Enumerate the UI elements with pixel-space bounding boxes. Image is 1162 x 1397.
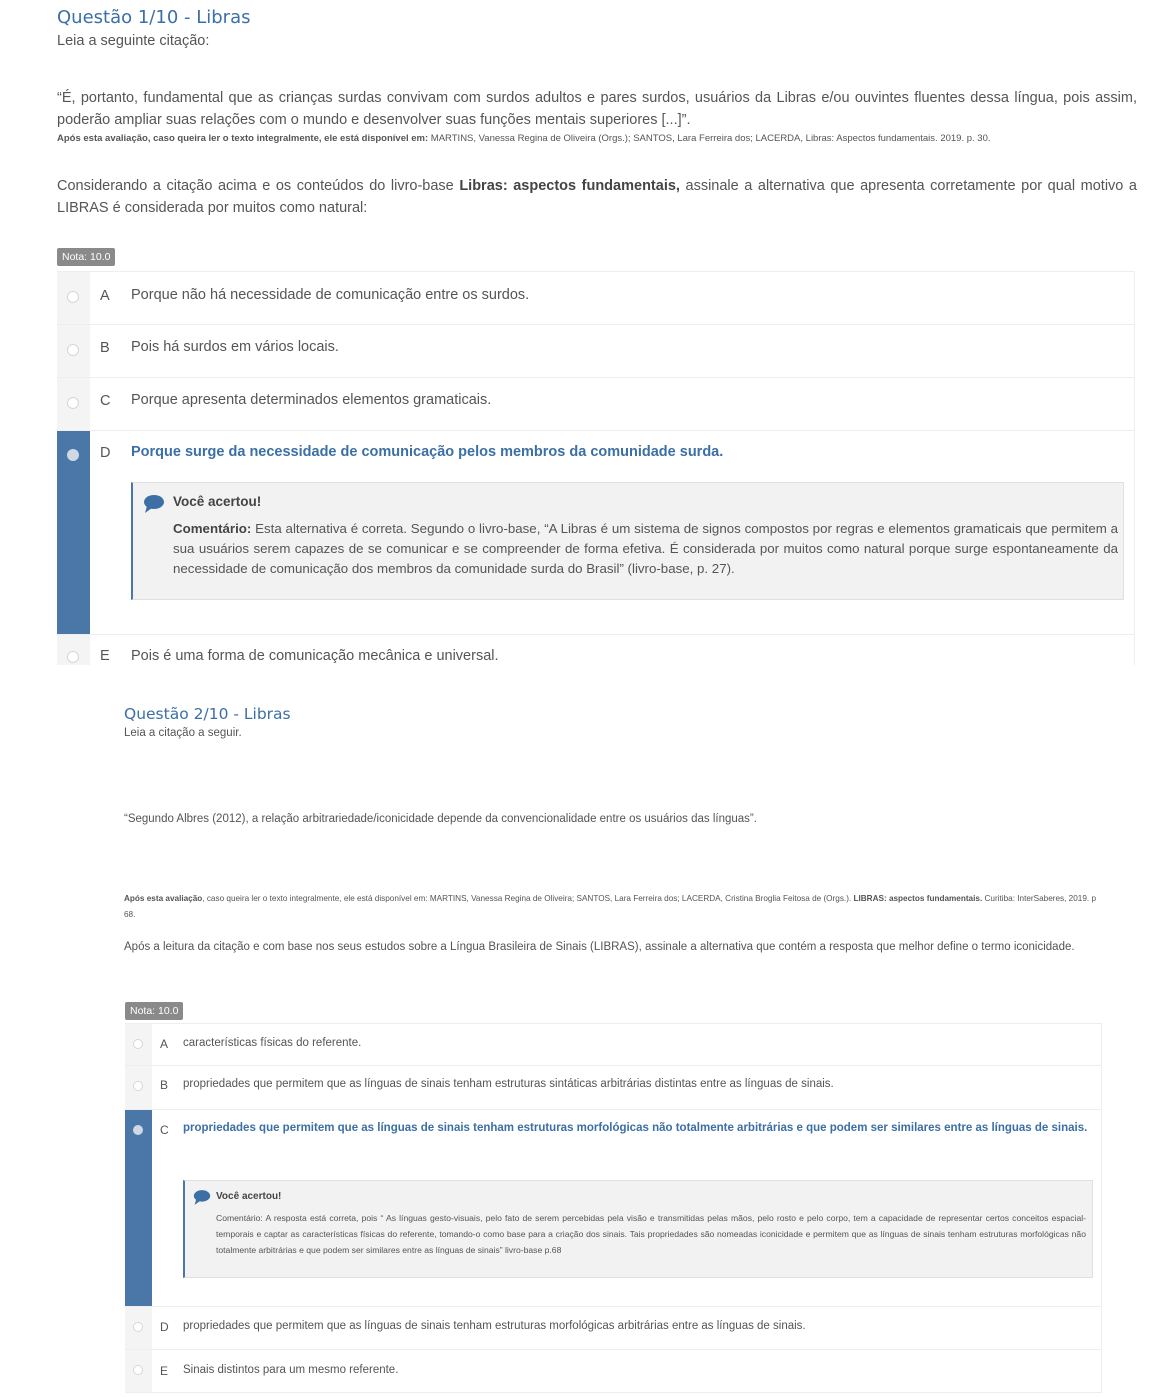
comment-bubble-icon (193, 1189, 211, 1206)
question-source (57, 133, 1137, 145)
alternative-text: Pois há surdos em vários locais. (131, 339, 339, 355)
source-label: Após esta avaliação, caso queira ler o texto integralmente, ele está disponível em: (57, 133, 429, 144)
grade-badge-label: Nota: 10.0 (57, 248, 115, 266)
prompt-text: Considerando a citação acima e os conteúdos do livro-base (57, 178, 460, 194)
feedback-title: Você acertou! (173, 494, 262, 509)
question-source (124, 891, 1104, 923)
alternative-text: propriedades que permitem que as línguas de sinais tenham estruturas morfológicas não totalmente arbitrárias e que podem ser similares entre as línguas de sinais. (183, 1122, 1088, 1134)
comment-label: Comentário: (173, 521, 252, 536)
alternative-letter: B (100, 340, 110, 356)
radio-icon[interactable] (133, 1365, 143, 1375)
grade-badge (125, 1001, 183, 1020)
radio-icon[interactable] (67, 291, 79, 303)
question-2 (124, 703, 1104, 955)
alternative-letter: A (160, 1037, 169, 1051)
alternative-a[interactable] (125, 1024, 1102, 1066)
alternative-letter: D (100, 445, 111, 461)
question-quote: “É, portanto, fundamental que as crianças surdas convivam com surdos adultos e pares surdos, usuários da Libras e/ou ouvintes fluentes dessa língua, pois assim, poderão ampliar suas relações com o mundo e desenvolver suas funções mentais superiores [...]”. (57, 90, 1137, 128)
selected-indicator-bar (125, 1110, 152, 1306)
alternative-letter: C (100, 393, 111, 409)
alternative-letter: B (160, 1078, 169, 1092)
source-reference: MARTINS, Vanessa Regina de Oliveira (Orgs.); SANTOS, Lara Ferreira dos; LACERDA, Libras: Aspectos fundamentais. 2019. p. 30. (428, 133, 991, 144)
alternative-letter: A (100, 288, 110, 304)
radio-icon[interactable] (67, 344, 79, 356)
alternatives-list (125, 1023, 1102, 1393)
feedback-comment (173, 519, 1118, 579)
alternative-letter: D (160, 1320, 169, 1334)
alternative-b[interactable] (57, 325, 1135, 378)
question-quote: “Segundo Albres (2012), a relação arbitrariedade/iconicidade depende da convencionalidade entre os usuários das línguas”. (124, 813, 757, 825)
alternative-d[interactable] (125, 1307, 1102, 1350)
alternative-a[interactable] (57, 272, 1135, 325)
radio-icon[interactable] (67, 397, 79, 409)
alternatives-list (57, 271, 1135, 665)
selected-indicator-bar (57, 431, 90, 634)
feedback-box (183, 1180, 1093, 1278)
alternative-text: características físicas do referente. (183, 1037, 362, 1049)
radio-icon[interactable] (133, 1039, 143, 1049)
radio-icon[interactable] (133, 1322, 143, 1332)
question-prompt: Após a leitura da citação e com base nos seus estudos sobre a Língua Brasileira de Sinais (LIBRAS), assinale a alternativa que contém a resposta que melhor define o termo iconicidade. (124, 941, 1075, 953)
alternative-text: Porque apresenta determinados elementos gramaticais. (131, 392, 492, 408)
alternative-c-selected[interactable] (125, 1110, 1102, 1307)
alternative-e[interactable] (125, 1350, 1102, 1393)
feedback-comment: Comentário: A resposta está correta, pois “ As línguas gesto-visuais, pelo fato de serem percebidas pela visão e transmitidas pelas mãos, pelo rosto e pelo corpo, tem a capacidade de representar certos conceitos espacial-temporais e captar as características físicas do referente, tomando-o como base para a criação dos sinais. Tais propriedades são nomeadas iconicidade e permitem que as línguas de sinais tenham estruturas morfológicas não totalmente arbitrárias e que podem ser similares entre as línguas de sinais” livro-base p.68 (216, 1213, 1086, 1255)
prompt-text-end: assinale a alternativa que apresenta corretamente por qual motivo a LIBRAS é considerada por muitos como natural: (57, 178, 1137, 216)
grade-badge (57, 247, 115, 266)
alternative-letter: C (160, 1123, 169, 1137)
alternative-e[interactable] (57, 635, 1135, 665)
alternative-letter: E (160, 1364, 169, 1378)
alternative-text: propriedades que permitem que as línguas de sinais tenham estruturas sintáticas arbitrárias distintas entre as línguas de sinais. (183, 1078, 834, 1090)
alternative-b[interactable] (125, 1066, 1102, 1110)
radio-checked-icon[interactable] (133, 1125, 143, 1135)
question-title: Questão 2/10 - Libras (124, 705, 291, 723)
alternative-text: Porque surge da necessidade de comunicação pelos membros da comunidade surda. (131, 444, 724, 460)
source-book-title: LIBRAS: aspectos fundamentais. (853, 894, 983, 903)
feedback-box (131, 482, 1124, 600)
alternative-c[interactable] (57, 378, 1135, 431)
alternative-text: Porque não há necessidade de comunicação entre os surdos. (131, 287, 530, 303)
comment-bubble-icon (143, 494, 165, 514)
alternative-text: propriedades que permitem que as línguas de sinais tenham estruturas morfológicas arbitrárias entre as línguas de sinais. (183, 1320, 806, 1332)
question-intro: Leia a seguinte citação: (57, 33, 210, 49)
feedback-title: Você acertou! (216, 1191, 282, 1202)
radio-checked-icon[interactable] (67, 449, 79, 461)
source-publisher: Curitiba: InterSaberes, 2019. p 68. (124, 894, 1097, 919)
question-prompt (57, 175, 1137, 219)
alternative-text: Sinais distintos para um mesmo referente. (183, 1364, 399, 1376)
question-1 (57, 6, 1137, 219)
radio-icon[interactable] (67, 651, 79, 663)
alternative-text: Pois é uma forma de comunicação mecânica e universal. (131, 648, 499, 664)
prompt-book-title: Libras: aspectos fundamentais, (459, 178, 680, 194)
source-label: Após esta avaliação (124, 894, 203, 903)
question-title: Questão 1/10 - Libras (57, 7, 251, 28)
comment-text: Esta alternativa é correta. Segundo o livro-base, “A Libras é um sistema de signos compostos por regras e elementos gramaticais que permitem a sua usuários serem capazes de se comunicar e se compreender de forma efetiva. É considerada por muitos como natural porque surge espontaneamente da necessidade de comunicação dos membros da comunidade surda do Brasil” (livro-base, p. 27). (173, 521, 1118, 576)
alternative-d-selected[interactable] (57, 431, 1135, 635)
source-reference: , caso queira ler o texto integralmente, ele está disponível em: MARTINS, Vanessa Regina de Oliveira; SANTOS, Lara Ferreira dos; LACERDA, Cristina Broglia Feitosa de (Orgs.). (202, 894, 854, 903)
alternative-letter: E (100, 648, 110, 664)
radio-icon[interactable] (133, 1081, 143, 1091)
question-intro: Leia a citação a seguir. (124, 727, 242, 739)
grade-badge-label: Nota: 10.0 (125, 1002, 183, 1020)
